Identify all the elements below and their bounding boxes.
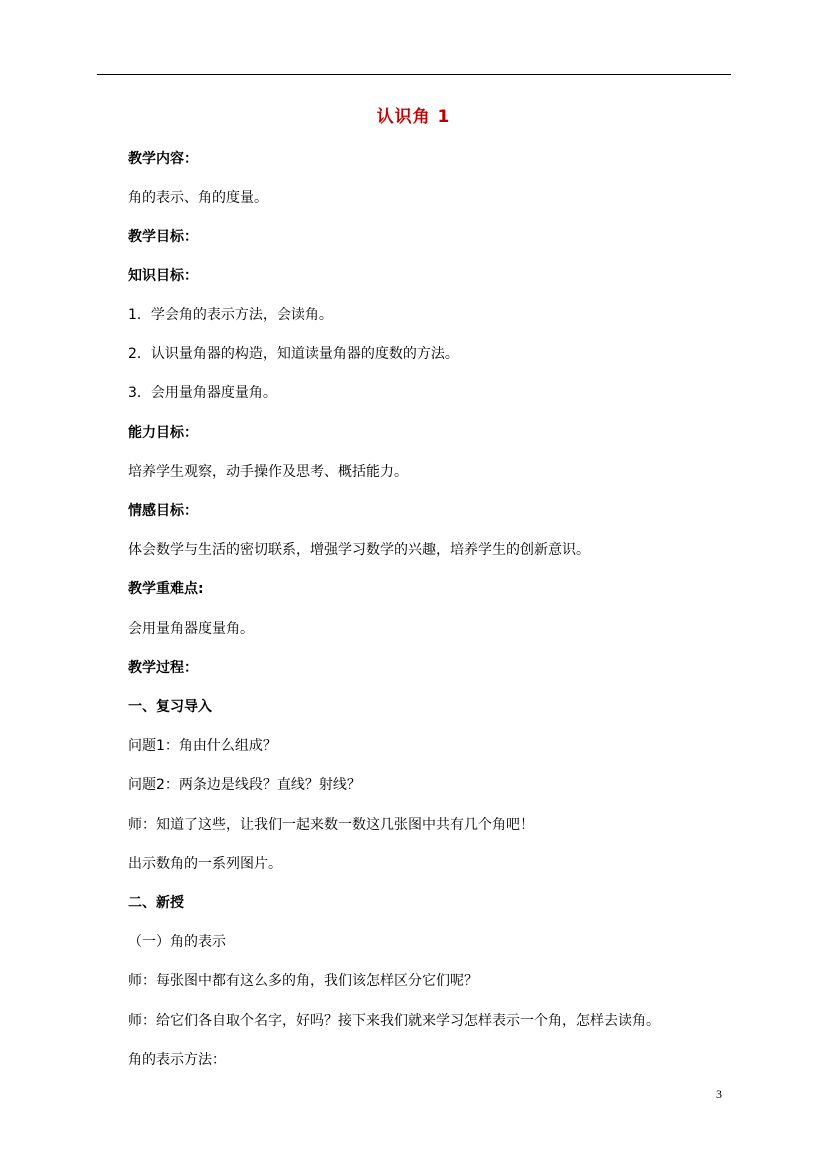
paragraph: 师：知道了这些，让我们一起来数一数这几张图中共有几个角吧！ (128, 817, 534, 833)
paragraph: 3．会用量角器度量角。 (128, 385, 277, 401)
paragraph: 问题2：两条边是线段？直线？射线？ (128, 777, 361, 793)
section-heading: 情感目标： (128, 503, 198, 519)
section-heading: 教学内容： (128, 151, 198, 167)
section-heading: 教学过程： (128, 660, 198, 676)
paragraph: 角的表示方法： (128, 1052, 226, 1068)
page-number: 3 (716, 1087, 722, 1101)
section-heading: 能力目标： (128, 425, 198, 441)
paragraph: 角的表示、角的度量。 (128, 190, 268, 206)
section-heading: 二、新授 (128, 895, 184, 911)
header-rule (97, 74, 731, 75)
paragraph: （一）角的表示 (128, 934, 226, 950)
paragraph: 2．认识量角器的构造，知道读量角器的度数的方法。 (128, 346, 459, 362)
section-heading: 教学重难点: (128, 581, 204, 597)
section-heading: 知识目标： (128, 268, 198, 284)
paragraph: 师：每张图中都有这么多的角，我们该怎样区分它们呢？ (128, 973, 478, 989)
paragraph: 师：给它们各自取个名字，好吗？接下来我们就来学习怎样表示一个角，怎样去读角。 (128, 1013, 660, 1029)
paragraph: 问题1：角由什么组成？ (128, 738, 277, 754)
page-title: 认识角 1 (376, 107, 451, 127)
paragraph: 体会数学与生活的密切联系，增强学习数学的兴趣，培养学生的创新意识。 (128, 542, 590, 558)
paragraph: 出示数角的一系列图片。 (128, 856, 282, 872)
paragraph: 1．学会角的表示方法，会读角。 (128, 307, 333, 323)
section-heading: 一、复习导入 (128, 699, 212, 715)
paragraph: 会用量角器度量角。 (128, 621, 254, 637)
paragraph: 培养学生观察，动手操作及思考、概括能力。 (128, 464, 408, 480)
section-heading: 教学目标： (128, 229, 198, 245)
